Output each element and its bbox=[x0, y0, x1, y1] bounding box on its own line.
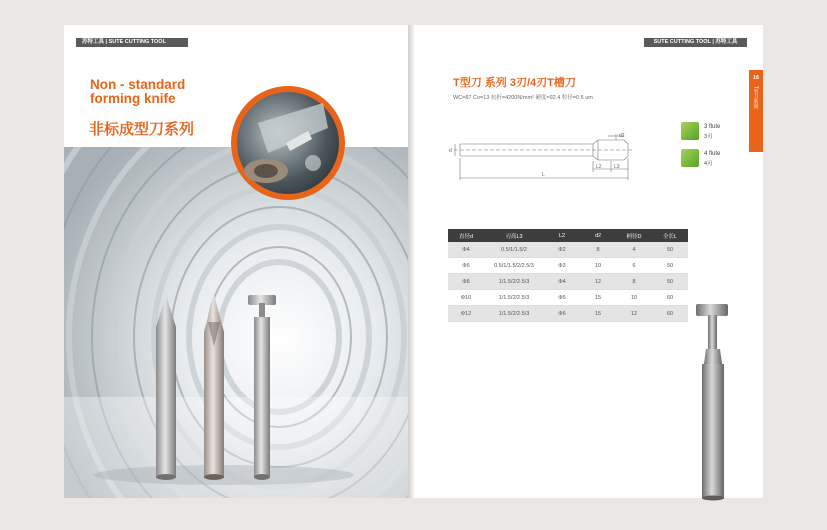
flute-3-icon bbox=[681, 122, 699, 140]
table-cell: 10 bbox=[580, 258, 616, 274]
table-cell: Φ8 bbox=[448, 274, 484, 290]
table-cell: Φ4 bbox=[544, 274, 580, 290]
table-cell: Φ6 bbox=[544, 306, 580, 322]
table-cell: 1/1.5/2/2.5/3 bbox=[484, 306, 544, 322]
table-cell: 60 bbox=[652, 290, 688, 306]
table-cell: 1/1.5/2/2.5/3 bbox=[484, 290, 544, 306]
drawing-label-L3: L3 bbox=[614, 164, 620, 170]
flute-4 bbox=[681, 149, 751, 169]
table-cell: 6 bbox=[616, 258, 652, 274]
table-cell: 15 bbox=[580, 290, 616, 306]
col-header: 刃高L3 bbox=[484, 229, 544, 242]
table-row bbox=[448, 290, 688, 306]
right-page bbox=[414, 25, 763, 498]
table-cell: 10 bbox=[616, 290, 652, 306]
spec-table bbox=[448, 229, 688, 322]
left-header: 苏特工具 | SUTE CUTTING TOOL bbox=[76, 38, 188, 47]
t-slot-cutter-photo bbox=[692, 302, 734, 502]
flute-4-icon bbox=[681, 149, 699, 167]
table-cell: 50 bbox=[652, 242, 688, 258]
title-en-line2: forming knife bbox=[90, 91, 176, 106]
table-cell: 1/1.5/2/2.5/3 bbox=[484, 274, 544, 290]
table-cell: Φ10 bbox=[448, 290, 484, 306]
table-cell: 0.5/1/1.5/2/2.5/3 bbox=[484, 258, 544, 274]
col-header: 柄径D bbox=[616, 229, 652, 242]
table-cell: 15 bbox=[580, 306, 616, 322]
table-cell: 12 bbox=[616, 306, 652, 322]
title-chinese: 非标成型刀系列 bbox=[89, 121, 195, 138]
side-tab-label: T型刀系列 bbox=[752, 86, 759, 110]
flute-3 bbox=[681, 122, 751, 142]
table-cell: 50 bbox=[652, 258, 688, 274]
material-specs: WC=87 Co=13 抗折=4200N/mm² 硬度=92.4 粒径=0.5 um bbox=[453, 95, 593, 101]
drawing-label-d2: d2 bbox=[619, 133, 625, 139]
table-cell: 8 bbox=[580, 242, 616, 258]
table-row bbox=[448, 258, 688, 274]
table-cell: 12 bbox=[580, 274, 616, 290]
table-cell: Φ12 bbox=[448, 306, 484, 322]
table-cell: Φ3 bbox=[544, 258, 580, 274]
table-cell: Φ2 bbox=[544, 242, 580, 258]
flute-4-cn: 4刃 bbox=[704, 161, 713, 167]
technical-drawing bbox=[448, 128, 638, 190]
knife-1 bbox=[156, 295, 176, 480]
right-header: SUTE CUTTING TOOL | 苏特工具 bbox=[644, 38, 747, 47]
page-number: 16 bbox=[752, 75, 760, 81]
col-header: 全长L bbox=[652, 229, 688, 242]
col-header: 直径d bbox=[448, 229, 484, 242]
table-cell: 60 bbox=[652, 306, 688, 322]
knife-2 bbox=[204, 295, 224, 480]
drawing-label-L2: L2 bbox=[596, 164, 602, 170]
table-cell: 50 bbox=[652, 274, 688, 290]
machining-photo bbox=[228, 83, 348, 203]
title-en-line1: Non - standard bbox=[90, 77, 186, 92]
table-cell: 4 bbox=[616, 242, 652, 258]
table-cell: Φ6 bbox=[448, 258, 484, 274]
drawing-label-L: L bbox=[542, 172, 545, 178]
flute-3-cn: 3刃 bbox=[704, 134, 713, 140]
flute-3-en: 3 flute bbox=[704, 124, 721, 130]
flute-4-en: 4 flute bbox=[704, 151, 721, 157]
table-row bbox=[448, 306, 688, 322]
table-row bbox=[448, 242, 688, 258]
col-header: L2 bbox=[544, 229, 580, 242]
col-header: d2 bbox=[580, 229, 616, 242]
table-cell: 8 bbox=[616, 274, 652, 290]
drawing-label-d: d bbox=[449, 148, 452, 154]
series-title: T型刀 系列 3刃/4刃T槽刀 bbox=[453, 77, 576, 89]
table-cell: 0.5/1/1.5/2 bbox=[484, 242, 544, 258]
table-row bbox=[448, 274, 688, 290]
table-header-row bbox=[448, 229, 688, 242]
table-cell: Φ5 bbox=[544, 290, 580, 306]
title-english bbox=[90, 78, 240, 106]
side-tab bbox=[749, 70, 763, 152]
table-cell: Φ4 bbox=[448, 242, 484, 258]
left-page bbox=[64, 25, 412, 498]
